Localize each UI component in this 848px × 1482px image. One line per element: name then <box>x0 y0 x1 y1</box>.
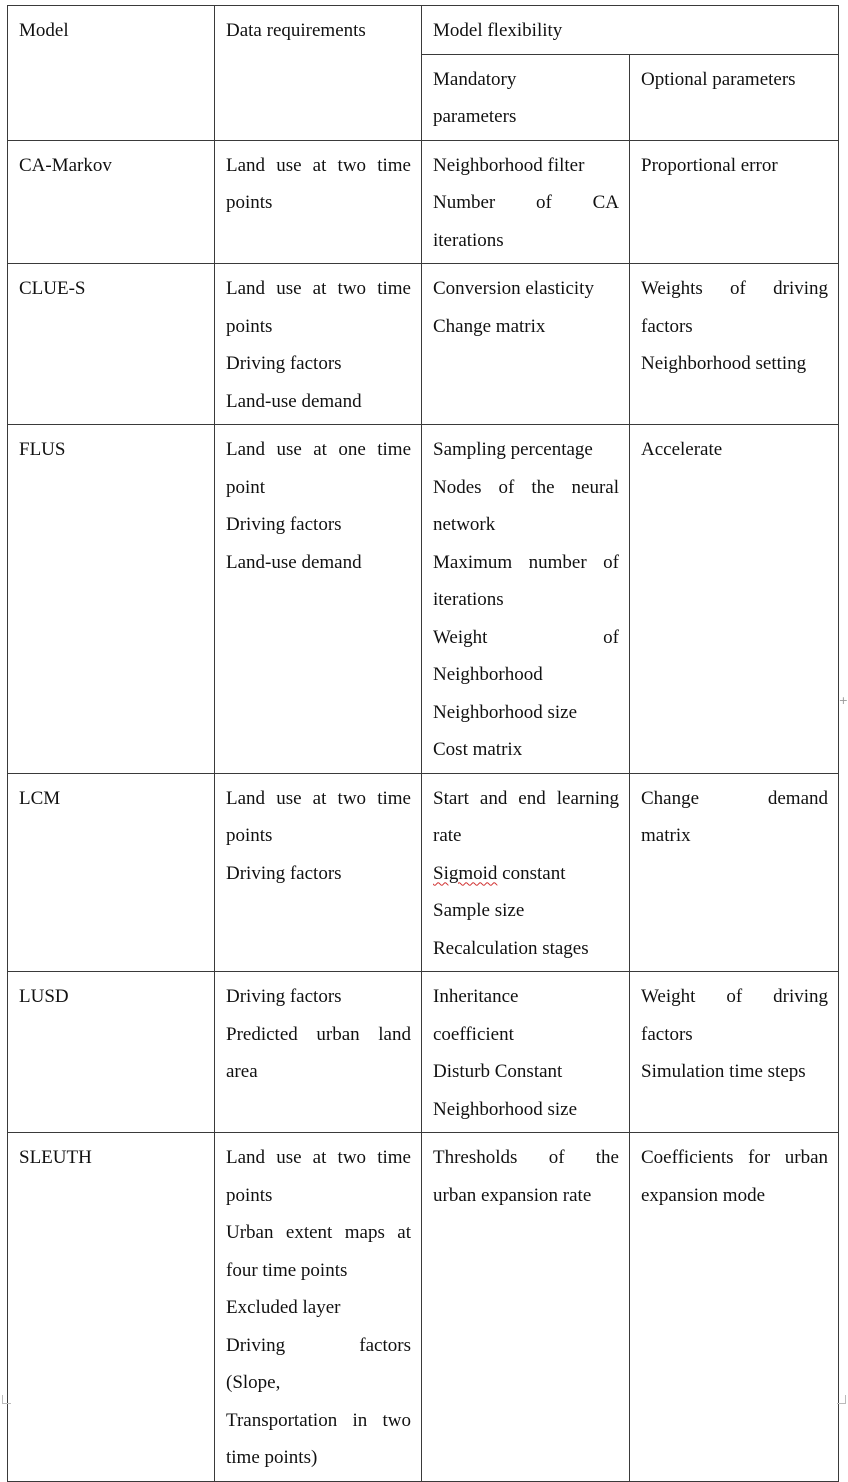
data-cell <box>215 972 422 1133</box>
table-row <box>8 1133 839 1482</box>
mandatory-line: Sampling percentage <box>433 439 593 460</box>
header-data-requirements: Data requirements <box>215 6 422 141</box>
mandatory-line: Neighborhood size <box>433 1098 578 1120</box>
header-mandatory-parameters: Mandatory parameters <box>422 54 630 140</box>
mandatory-line: Sample size <box>433 900 525 921</box>
mandatory-line: urban expansion rate <box>433 1184 592 1206</box>
optional-line: Proportional error <box>641 154 778 176</box>
optional-cell <box>630 972 839 1133</box>
optional-cell <box>630 140 839 264</box>
data-line: points <box>226 315 273 337</box>
mandatory-line: iterations <box>433 589 504 610</box>
optional-line: Accelerate <box>641 439 723 460</box>
data-line: Driving factors <box>226 862 342 884</box>
mandatory-line: iterations <box>433 229 504 251</box>
data-cell <box>215 140 422 264</box>
model-name-cell <box>8 1133 215 1482</box>
mandatory-cell <box>422 773 630 972</box>
mandatory-line: coefficient <box>433 1023 514 1045</box>
mandatory-line: network <box>433 514 496 535</box>
mandatory-line: Maximum number of <box>433 551 619 573</box>
mandatory-line: Nodes of the neural <box>433 476 619 498</box>
data-line: Land use at two time <box>226 787 411 809</box>
header-model: Model <box>8 6 215 141</box>
mandatory-cell <box>422 972 630 1133</box>
model-name-cell <box>8 972 215 1133</box>
data-line: Land use at two time <box>226 278 411 299</box>
data-line: Predicted urban land <box>226 1023 411 1045</box>
data-cell <box>215 773 422 972</box>
data-line: points <box>226 1184 273 1206</box>
optional-cell <box>630 773 839 972</box>
mandatory-line: Conversion elasticity <box>433 278 594 299</box>
optional-line: Change demand <box>641 787 829 809</box>
optional-line: Neighborhood setting <box>641 353 807 374</box>
table-row <box>8 140 839 264</box>
mandatory-cell <box>422 425 630 774</box>
data-cell <box>215 1133 422 1482</box>
optional-line: Coefficients for urban <box>641 1147 829 1168</box>
data-line: Driving factors <box>226 353 342 374</box>
mandatory-line: Neighborhood size <box>433 701 578 723</box>
model-name: LUSD <box>19 986 69 1007</box>
optional-line: Weight of driving <box>641 986 829 1007</box>
data-line: Excluded layer <box>226 1297 341 1318</box>
model-name: CLUE-S <box>19 278 86 299</box>
table-row <box>8 773 839 972</box>
data-line: Land-use demand <box>226 390 362 412</box>
header-model-flexibility: Model flexibility <box>422 6 839 55</box>
data-line: Driving factors <box>226 514 342 535</box>
data-cell <box>215 264 422 425</box>
optional-line: matrix <box>641 825 691 846</box>
table-row <box>8 425 839 774</box>
mandatory-line: Cost matrix <box>433 739 523 760</box>
optional-cell <box>630 264 839 425</box>
data-cell <box>215 425 422 774</box>
page-corner-mark <box>837 1395 846 1404</box>
model-name: LCM <box>19 787 61 809</box>
data-line: time points) <box>226 1447 318 1468</box>
data-line: points <box>226 192 273 213</box>
mandatory-cell <box>422 1133 630 1482</box>
mandatory-line: Number of CA <box>433 192 619 213</box>
mandatory-line: Disturb Constant <box>433 1061 563 1082</box>
optional-cell <box>630 1133 839 1482</box>
optional-line: factors <box>641 315 693 337</box>
optional-line: Simulation time steps <box>641 1061 806 1082</box>
mandatory-line: Start and end learning <box>433 787 619 809</box>
mandatory-line: Neighborhood filter <box>433 154 585 176</box>
model-comparison-table <box>7 5 839 1482</box>
mandatory-line: Neighborhood <box>433 664 543 685</box>
model-name-cell <box>8 773 215 972</box>
page-corner-mark <box>2 1395 11 1404</box>
optional-line: Weights of driving <box>641 278 829 299</box>
mandatory-line: Recalculation stages <box>433 937 589 959</box>
model-name: CA-Markov <box>19 154 112 176</box>
model-name: SLEUTH <box>19 1147 92 1168</box>
data-line: Land use at two time <box>226 154 411 176</box>
mandatory-line: Change matrix <box>433 315 546 337</box>
data-line: points <box>226 825 273 846</box>
data-line: area <box>226 1061 258 1082</box>
mandatory-line: rate <box>433 825 462 846</box>
header-optional-parameters: Optional parameters <box>630 54 839 140</box>
table-row <box>8 972 839 1133</box>
model-name-cell <box>8 425 215 774</box>
data-line: Driving factors <box>226 986 342 1007</box>
optional-cell <box>630 425 839 774</box>
mandatory-line: Thresholds of the <box>433 1147 619 1168</box>
data-line: four time points <box>226 1259 348 1281</box>
header-row <box>8 6 839 55</box>
data-line: Land use at one time <box>226 439 411 460</box>
mandatory-line: Sigmoid constant <box>433 862 566 884</box>
data-line: Land use at two time <box>226 1147 411 1168</box>
mandatory-line: Inheritance <box>433 986 519 1007</box>
data-line: Driving factors <box>226 1334 411 1356</box>
data-line: point <box>226 476 266 498</box>
optional-line: factors <box>641 1023 693 1045</box>
data-line: Land-use demand <box>226 551 362 573</box>
data-line: Urban extent maps at <box>226 1222 411 1243</box>
model-name: FLUS <box>19 439 66 460</box>
table-row <box>8 264 839 425</box>
optional-line: expansion mode <box>641 1184 766 1206</box>
mandatory-cell <box>422 140 630 264</box>
model-name-cell <box>8 140 215 264</box>
mandatory-cell <box>422 264 630 425</box>
margin-marker-icon: + <box>838 694 848 707</box>
mandatory-line: Weight of <box>433 626 619 648</box>
data-line: Transportation in two <box>226 1409 411 1431</box>
data-line: (Slope, <box>226 1372 281 1393</box>
model-name-cell <box>8 264 215 425</box>
